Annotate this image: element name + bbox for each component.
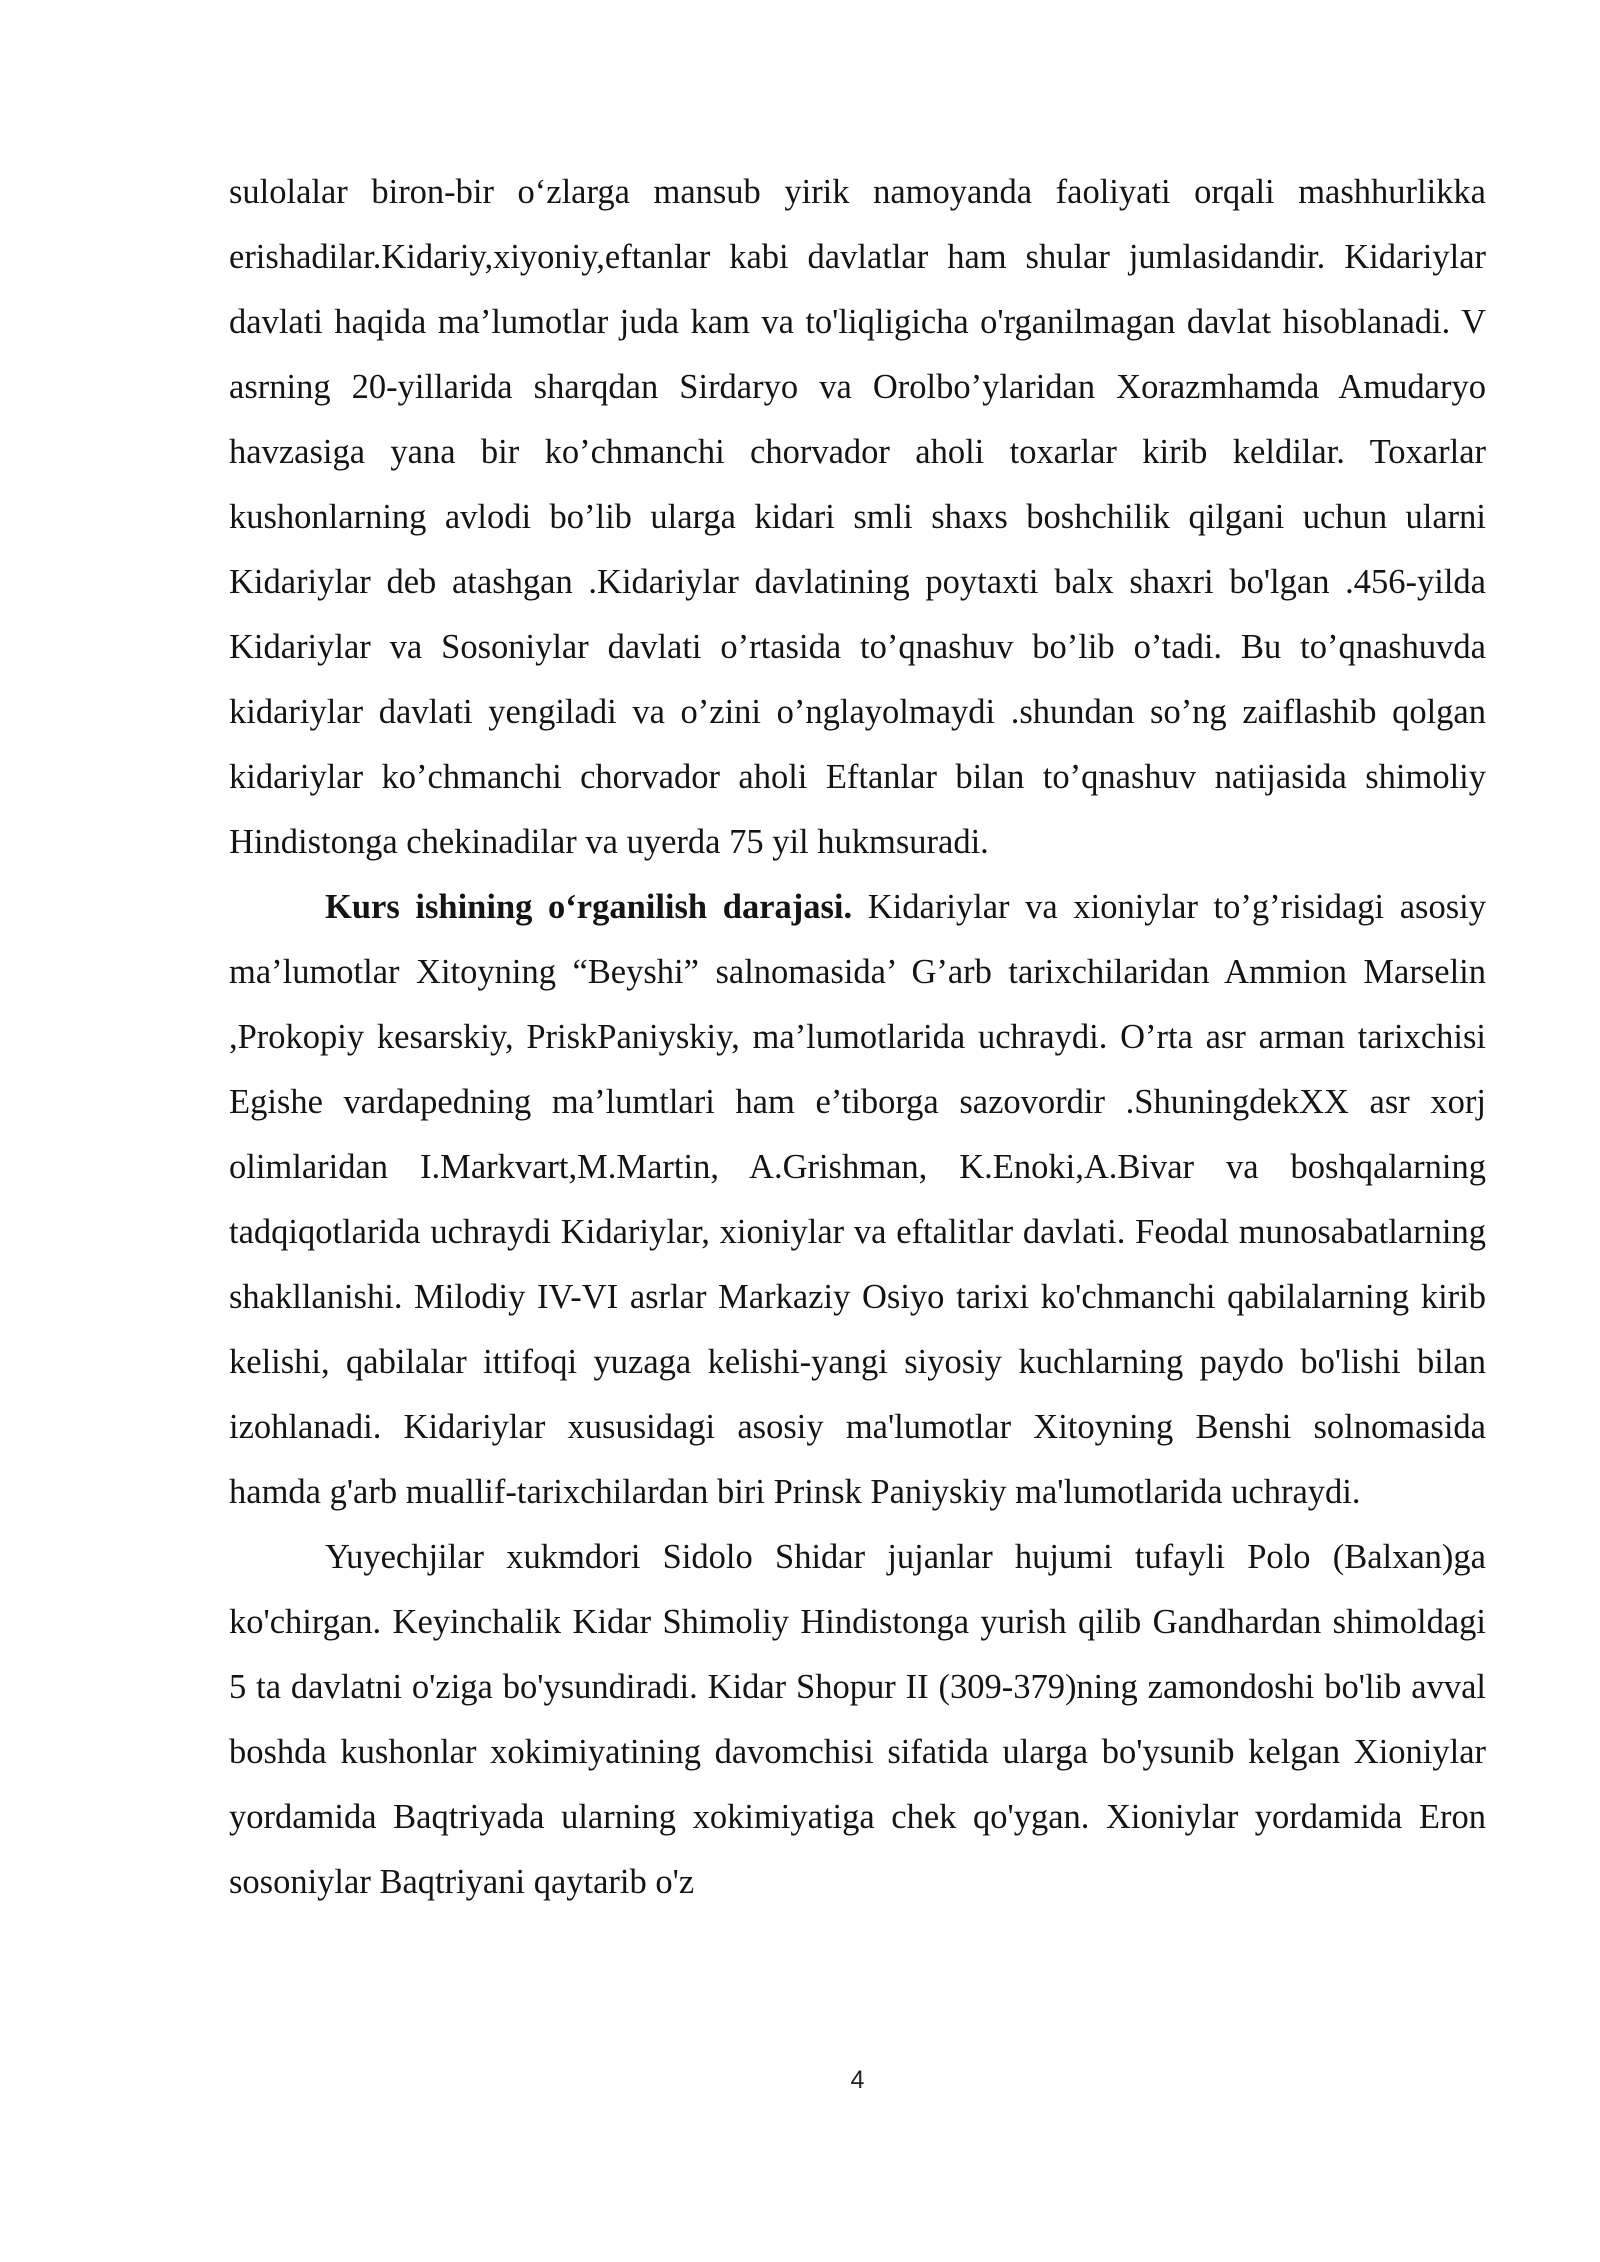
paragraph-2-text: Kidariylar va xioniylar to’g’risidagi asosiy ma’lumotlar Xitoyning “Beyshi” salnomasida’ G’arb tarixchilaridan Ammion Marselin ,Prokopiy kesarskiy, PriskPaniyskiy, ma’lumotlarida uchraydi. O’rta asr arman tarixchisi Egishe vardapedning ma’lumtlari ham e’tiborga sazovordir .ShuningdekXX asr xorj olimlaridan I.Markvart,M.Martin, A.Grishman, K.Enoki,A.Bivar va boshqalarning tadqiqotlarida uchraydi Kidariylar, xioniylar va eftalitlar davlati. Feodal munosabatlarning shakllanishi. Milodiy IV-VI asrlar Markaziy Osiyo tarixi ko'chmanchi qabilalarning kirib kelishi, qabilalar ittifoqi yuzaga kelishi-yangi siyosiy kuchlarning paydo bo'lishi bilan izohlanadi. Kidariylar xususidagi asosiy ma'lumotlar Xitoyning Benshi solnomasida hamda g'arb muallif-tarixchilardan biri Prinsk Paniyskiy ma'lumotlarida uchraydi. [229, 888, 1486, 1511]
body-text [229, 160, 1486, 1915]
paragraph-3 [229, 1525, 1486, 1915]
paragraph-3-text: Yuyechjilar xukmdori Sidolo Shidar jujanlar hujumi tufayli Polo (Balxan)ga ko'chirgan. Keyinchalik Kidar Shimoliy Hindistonga yurish qilib Gandhardan shimoldagi 5 ta davlatni o'ziga bo'ysundiradi. Kidar Shopur II (309-379)ning zamondoshi bo'lib avval boshda kushonlar xokimiyatining davomchisi sifatida ularga bo'ysunib kelgan Xioniylar yordamida Baqtriyada ularning xokimiyatiga chek qo'ygan. Xioniylar yordamida Eron sosoniylar Baqtriyani qaytarib o'z [229, 1538, 1486, 1901]
paragraph-1 [229, 160, 1486, 875]
page-number: 4 [850, 2066, 865, 2094]
paragraph-2 [229, 875, 1486, 1525]
section-heading-inline: Kurs ishining o‘rganilish darajasi. [325, 888, 853, 926]
paragraph-1-text: sulolalar biron-bir o‘zlarga mansub yirik namoyanda faoliyati orqali mashhurlikka erishadilar.Kidariy,xiyoniy,eftanlar kabi davlatlar ham shular jumlasidandir. Kidariylar davlati haqida ma’lumotlar juda kam va to'liqligicha o'rganilmagan davlat hisoblanadi. V asrning 20-yillarida sharqdan Sirdaryo va Orolbo’ylaridan Xorazmhamda Amudaryo havzasiga yana bir ko’chmanchi chorvador aholi toxarlar kirib keldilar. Toxarlar kushonlarning avlodi bo’lib ularga kidari smli shaxs boshchilik qilgani uchun ularni Kidariylar deb atashgan .Kidariylar davlatining poytaxti balx shaxri bo'lgan .456-yilda Kidariylar va Sosoniylar davlati o’rtasida to’qnashuv bo’lib o’tadi. Bu to’qnashuvda kidariylar davlati yengiladi va o’zini o’nglayolmaydi .shundan so’ng zaiflashib qolgan kidariylar ko’chmanchi chorvador aholi Eftanlar bilan to’qnashuv natijasida shimoliy Hindistonga chekinadilar va uyerda 75 yil hukmsuradi. [229, 173, 1486, 861]
